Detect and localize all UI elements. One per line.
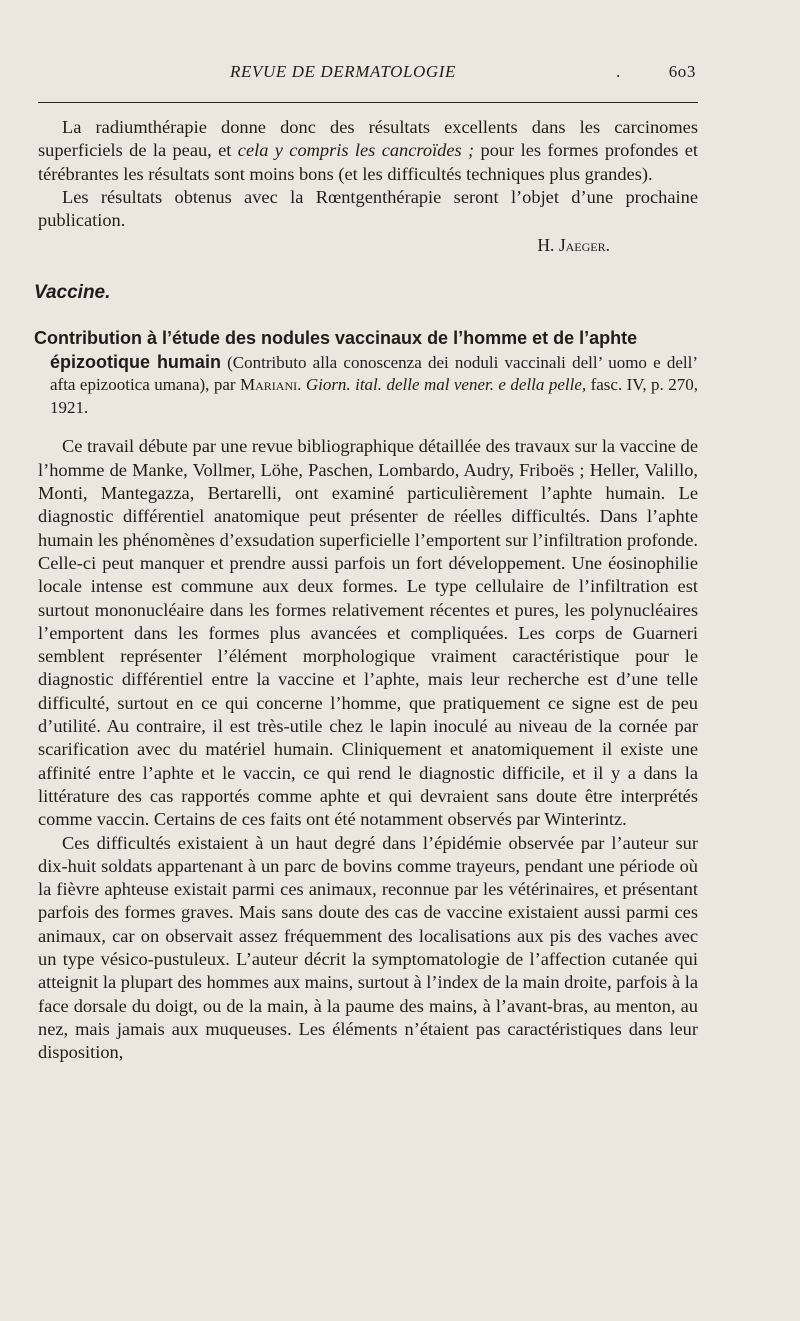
running-header: [38, 58, 698, 94]
body-paragraph-2: Ces difficultés existaient à un haut degré dans l’épidémie observée par l’auteur sur dix-huit soldats appartenant à un parc de bovins comme trayeurs, pendant une période où la fièvre aphteuse existait parmi ces animaux, reconnue par les vétérinaires, et présentant parfois des formes graves. Mais sans doute des cas de vaccine existaient aussi parmi ces animaux, car on observait assez fréquemment des localisations aux pis des vaches avec un type vésico-pustuleux. L’auteur décrit la symptomatologie de l’affection cutanée qui atteignit la plupart des hommes aux mains, surtout à l’index de la main droite, parfois à la face dorsale du doigt, ou de la main, à la paume des mains, à l’avant-bras, au menton, au nez, mais jamais aux muqueuses. Les éléments n’étaient pas caractéristiques dans leur disposition,: [38, 832, 698, 1063]
journal-page: [34, 58, 699, 1065]
article-title-continuation: [34, 351, 698, 420]
body-paragraph-1: Ce travail débute par une revue bibliographique détaillée des travaux sur la vaccine de l’homme de Manke, Vollmer, Löhe, Paschen, Lombardo, Audry, Friboës ; Heller, Valillo, Monti, Mantegazza, Bertarelli, ont examiné particulièrement l’aphte humain. Le diagnostic différentiel anatomique peut présenter de réelles difficultés. Dans l’aphte humain les phénomènes d’exsudation superficielle l’emportent sur l’infiltration profonde. Celle-ci peut manquer et prendre aussi parfois un fort développement. Une éosinophilie locale intense est commune aux deux formes. Le type cellulaire de l’infiltration est surtout mononucléaire dans les formes relativement récentes et pures, les polynucléaires l’emportent dans les formes plus avancées et compliquées. Les corps de Guarneri semblent représenter l’élément morphologique vraiment caractéristique pour le diagnostic différentiel entre la vaccine et l’aphte, mais leur recherche est d’une telle difficulté, surtout en ce qui concerne l’homme, que pratiquement ce signe est de peu d’utilité. Au contraire, il est très-utile chez le lapin inoculé au niveau de la cornée par scarification avec du matériel humain. Cliniquement et anatomiquement il existe une affinité entre l’aphte et le vaccin, ce qui rend le diagnostic difficile, et il y a dans la littérature des cas rapportés comme aphte et qui devraient sans doute être interprétés comme vaccin. Certains de ces faits ont été notamment observés par Winterintz.: [38, 436, 698, 830]
header-dot: .: [616, 62, 621, 81]
page-number: 6o3: [668, 62, 696, 81]
intro-p1-text-b: pour les formes profondes et térébrantes les résultats sont moins bons (et les difficultés techniques plus grandes).: [38, 140, 698, 184]
article-citation: fasc. IV, p. 270, 1921.: [50, 375, 698, 417]
header-rule: [38, 102, 698, 103]
author-separator: .: [297, 375, 306, 395]
signature-initial: H.: [537, 235, 559, 256]
intro-p1-text-a: La radiumthérapie donne donc des résultats excellents dans les carcinomes superficiels de la peau, et: [38, 117, 698, 161]
article-heading: [34, 327, 698, 419]
article-title-line-1: Contribution à l’étude des nodules vaccinaux de l’homme et de l’aphte: [34, 328, 638, 349]
intro-paragraph-1: [38, 116, 698, 186]
article-title-line-2: épizootique humain: [50, 351, 221, 372]
journal-title: REVUE DE DERMATOLOGIE: [230, 62, 457, 81]
article-author: Mariani: [240, 375, 298, 395]
article-subtitle: (Contributo alla conoscenza dei noduli vaccinali dell’ uomo e dell’ afta epizootica umana), par: [50, 352, 699, 395]
article-journal: Giorn. ital. delle mal vener. e della pelle,: [305, 375, 587, 395]
intro-p1-italic: cela y compris les cancroïdes ;: [237, 140, 475, 161]
signature-name: Jaeger.: [558, 235, 610, 256]
section-heading: Vaccine.: [34, 282, 111, 304]
intro-paragraph-2: Les résultats obtenus avec la Rœntgenthérapie seront l’objet d’une prochaine publication.: [38, 186, 698, 231]
author-signature: [38, 234, 610, 257]
